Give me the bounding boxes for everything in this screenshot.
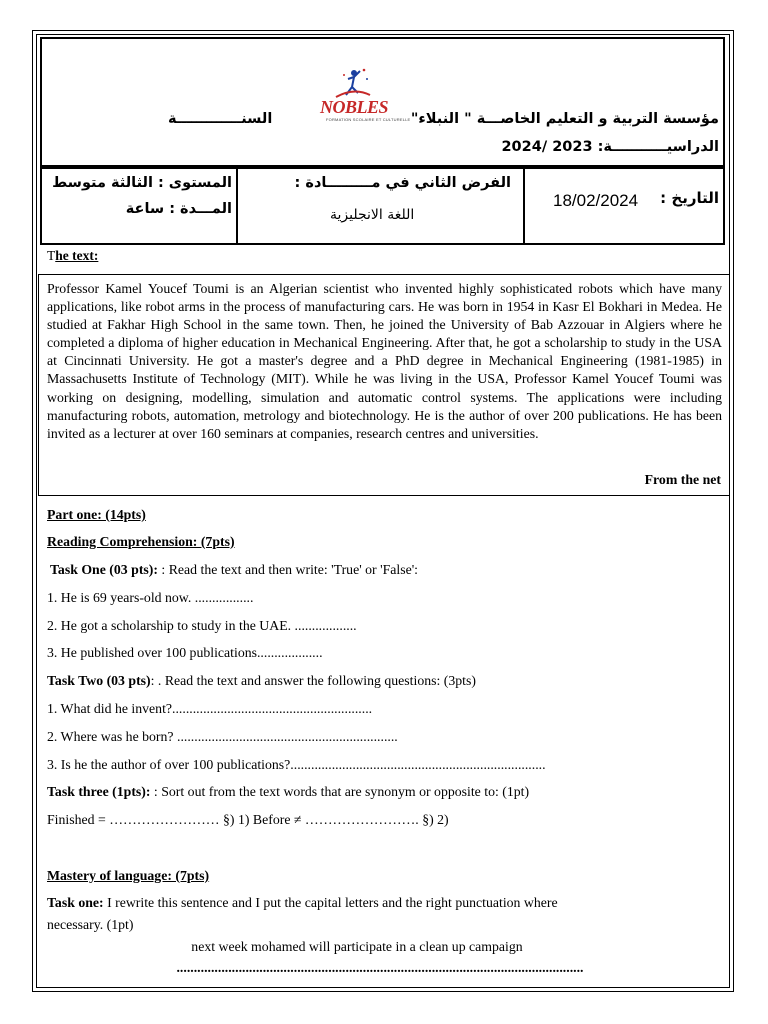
task-three-instruction: : Sort out from the text words that are synonym or opposite to: (1pt) [150,784,530,799]
date-value: 18/02/2024 [553,191,639,210]
answer-line: ...................................................................................................................... [176,960,584,975]
sentence-to-rewrite: next week mohamed will participate in a clean up campaign [191,939,523,954]
task-three-label: Task three (1pts): [47,784,151,799]
year-label: السنـــــــــــــة [168,111,273,127]
task-two-item-2: 2. Where was he born? ................................................................ [47,729,398,744]
passage-box [38,274,730,496]
mastery-task-one-label: Task one: [47,895,104,910]
part-one-title: Part one: (14pts) [47,507,146,522]
task-three-header [47,784,529,800]
mastery-task-one-instruction: I rewrite this sentence and I put the capital letters and the right punctuation where [103,895,558,910]
mastery-task-one-header [47,895,558,911]
mastery-title: Mastery of language: (7pts) [47,868,210,883]
logo-text: NOBLES [320,97,389,117]
subject-name: اللغة الانجليزية [330,207,415,223]
task-one-item-2: 2. He got a scholarship to study in the UAE. .................. [47,618,357,633]
date-label: التاريخ : [660,189,719,207]
text-heading-rest: he text: [55,248,99,263]
task-two-item-1: 1. What did he invent?.......................................................... [47,701,373,716]
header-box [40,37,725,167]
figure-icon [318,67,388,101]
text-heading-initial: T [47,248,56,263]
logo-subtitle: FORMATION SCOLAIRE ET CULTURELLE [326,117,411,122]
mastery-task-one-instruction-2: necessary. (1pt) [47,917,134,932]
level-cell [40,167,238,245]
exam-title: الفرض الثاني في مـــــــــادة : [294,175,511,191]
task-one-label: Task One (03 pts): [50,562,158,577]
task-three-line: Finished = …………………… §) 1) Before ≠ ……………………. §) 2) [47,812,449,827]
task-two-label: Task Two (03 pts) [47,673,151,688]
institution-name: مؤسسة التربية و التعليم الخاصـــة " النبلاء" [410,111,719,127]
reading-passage: Professor Kamel Youcef Toumi is an Algerian scientist who invented highly sophisticated robots which have many applications, like robot arms in the process of manufacturing cars. He was born in 1954 in Kasr El Bokhari in Medea. He studied at Fakhar High School in the same town. Then, he joined the University of Bab Azzouar in Algiers where he completed a diploma of higher education in Mechanical Engineering. After that, he got a scholarship to study in the USA at Cincinnati University. He got a master's degree and a PhD degree in Mechanical Engineering (1981-1985) in Massachusetts Institute of Technology (MIT). While he was living in the USA, Professor Kamel Youcef Toumi was working on designing, modelling, simulation and automatic control systems. The applications were including manufacturing robots, automation, metrology and biotechnology. He is the author of over 200 publications. He has been invited as a lecturer at over 160 seminars at companies, research centres and universities. [47,281,722,441]
duration-text: المـــدة : ساعة [125,201,232,217]
task-one-item-3: 3. He published over 100 publications................... [47,645,323,660]
task-one-item-1: 1. He is 69 years-old now. ................. [47,590,254,605]
date-cell [525,167,725,245]
reading-comprehension-title: Reading Comprehension: (7pts) [47,534,235,549]
task-two-instruction: : . Read the text and answer the following questions: (3pts) [150,673,476,688]
subject-cell [238,167,525,245]
exam-info-row [40,167,725,245]
task-one-header [50,562,418,578]
text-heading [47,248,98,264]
task-two-header [47,673,476,689]
task-two-item-3: 3. Is he the author of over 100 publications?.......................................................................... [47,757,546,772]
level-text: المستوى : الثالثة متوسط [52,175,232,191]
school-logo [318,67,411,127]
school-year: الدراسيـــــــــــة: 2023 /2024 [501,139,719,155]
passage-source: From the net [644,472,721,487]
task-one-instruction: : Read the text and then write: 'True' or 'False': [157,562,419,577]
